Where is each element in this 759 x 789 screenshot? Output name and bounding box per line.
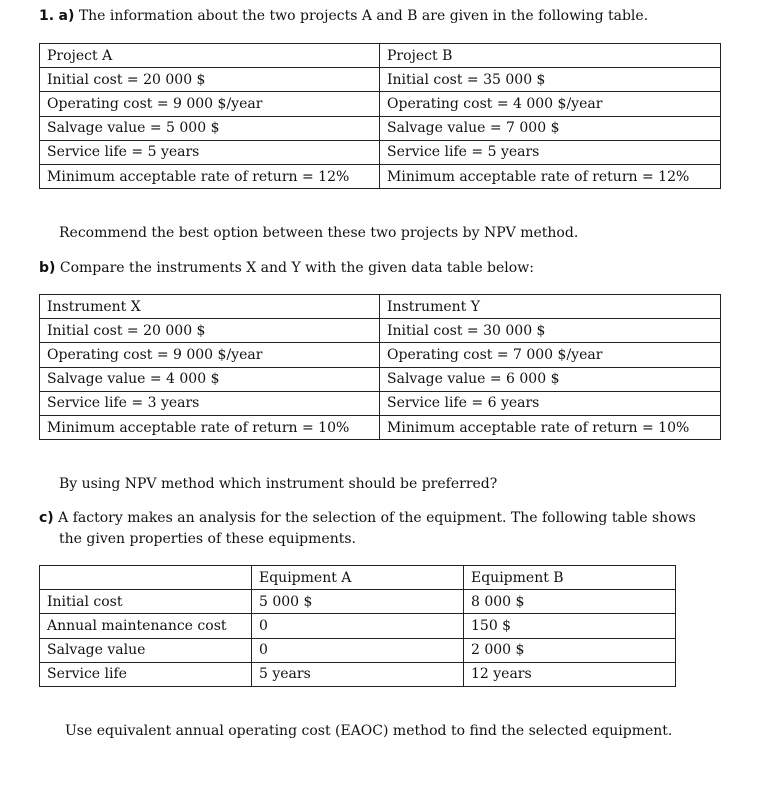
- table-cell: Service life = 5 years: [380, 140, 721, 164]
- table-row: [40, 295, 721, 319]
- table-cell: Minimum acceptable rate of return = 10%: [40, 415, 380, 439]
- table-row: [40, 116, 721, 140]
- table-row: [40, 92, 721, 116]
- question-b-heading: [39, 260, 534, 276]
- part-c-intro-line2: the given properties of these equipments.: [59, 531, 356, 547]
- table-cell: Initial cost = 30 000 $: [380, 319, 721, 343]
- table-cell: Minimum acceptable rate of return = 10%: [380, 415, 721, 439]
- instruments-table: [39, 294, 721, 440]
- table-cell: Salvage value = 4 000 $: [40, 367, 380, 391]
- table-cell: Operating cost = 9 000 $/year: [40, 343, 380, 367]
- table-cell: Instrument Y: [380, 295, 721, 319]
- table-row: [40, 343, 721, 367]
- table-cell: 0: [252, 614, 464, 638]
- table-cell: Instrument X: [40, 295, 380, 319]
- table-cell: Operating cost = 7 000 $/year: [380, 343, 721, 367]
- table-cell: Minimum acceptable rate of return = 12%: [40, 164, 380, 188]
- table-row: [40, 638, 676, 662]
- part-c-intro-line1: A factory makes an analysis for the selection of the equipment. The following table shows: [58, 510, 696, 526]
- table-cell: 2 000 $: [464, 638, 676, 662]
- table-row: [40, 319, 721, 343]
- question-number: 1.: [39, 8, 55, 24]
- table-cell: Project A: [40, 44, 380, 68]
- table-row: [40, 367, 721, 391]
- table-cell: Service life: [40, 662, 252, 686]
- table-row: [40, 662, 676, 686]
- table-cell: Service life = 3 years: [40, 391, 380, 415]
- table-cell: 150 $: [464, 614, 676, 638]
- table-cell: Salvage value = 7 000 $: [380, 116, 721, 140]
- table-cell: Salvage value = 6 000 $: [380, 367, 721, 391]
- question-c-heading: [39, 510, 696, 526]
- table-cell: 5 years: [252, 662, 464, 686]
- table-cell: Salvage value: [40, 638, 252, 662]
- table-cell: Initial cost = 20 000 $: [40, 319, 380, 343]
- table-cell: 12 years: [464, 662, 676, 686]
- table-cell: Annual maintenance cost: [40, 614, 252, 638]
- table-cell: Service life = 5 years: [40, 140, 380, 164]
- table-cell: Operating cost = 9 000 $/year: [40, 92, 380, 116]
- table-cell: Initial cost = 20 000 $: [40, 68, 380, 92]
- table-cell: Initial cost = 35 000 $: [380, 68, 721, 92]
- table-cell: 5 000 $: [252, 590, 464, 614]
- table-header-cell: [40, 566, 252, 590]
- table-cell: Service life = 6 years: [380, 391, 721, 415]
- table-cell: 8 000 $: [464, 590, 676, 614]
- table-cell: Minimum acceptable rate of return = 12%: [380, 164, 721, 188]
- table-cell: Operating cost = 4 000 $/year: [380, 92, 721, 116]
- table-row: [40, 614, 676, 638]
- table-cell: Project B: [380, 44, 721, 68]
- table-cell: 0: [252, 638, 464, 662]
- part-c-question: Use equivalent annual operating cost (EAOC) method to find the selected equipment.: [65, 723, 673, 739]
- table-cell: Salvage value = 5 000 $: [40, 116, 380, 140]
- table-row: [40, 140, 721, 164]
- table-row: [40, 590, 676, 614]
- table-row: [40, 164, 721, 188]
- part-c-label: c): [39, 510, 54, 526]
- table-header-cell: Equipment A: [252, 566, 464, 590]
- part-a-question: Recommend the best option between these two projects by NPV method.: [59, 225, 579, 241]
- part-b-intro: Compare the instruments X and Y with the given data table below:: [59, 260, 534, 276]
- projects-table: [39, 43, 721, 189]
- table-cell: Initial cost: [40, 590, 252, 614]
- table-row: [40, 391, 721, 415]
- table-row: [40, 44, 721, 68]
- question-a-heading: [39, 8, 648, 24]
- part-b-question: By using NPV method which instrument should be preferred?: [59, 476, 498, 492]
- part-a-intro: The information about the two projects A and B are given in the following table.: [78, 8, 649, 24]
- table-header-row: [40, 566, 676, 590]
- table-row: [40, 415, 721, 439]
- part-b-label: b): [39, 260, 56, 276]
- table-row: [40, 68, 721, 92]
- equipment-table: [39, 565, 676, 687]
- table-header-cell: Equipment B: [464, 566, 676, 590]
- part-a-label: a): [58, 8, 75, 24]
